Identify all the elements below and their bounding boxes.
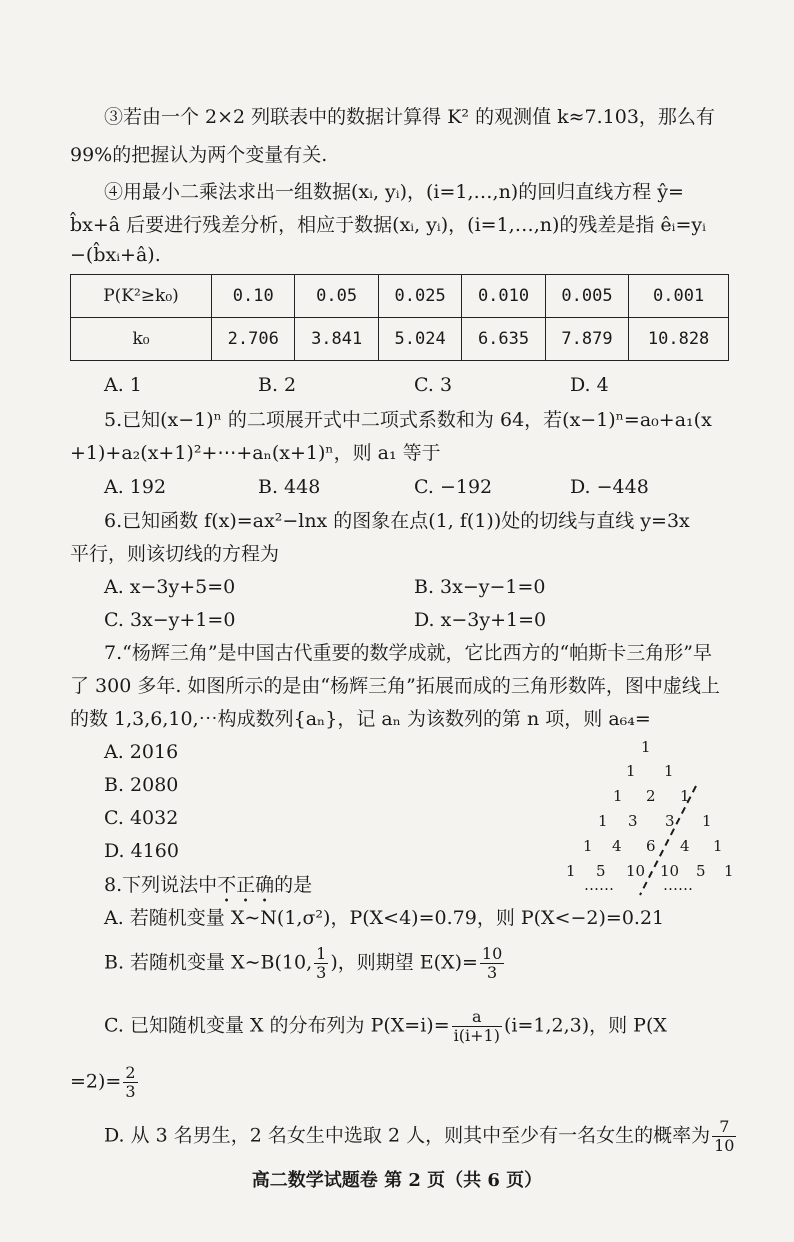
q6-line1: 6.已知函数 f(x)=ax²−lnx 的图象在点(1, f(1))处的切线与直线 y=3x xyxy=(104,510,690,532)
fraction-numerator: 2 xyxy=(125,1063,136,1082)
triangle-number: 1 xyxy=(664,762,674,780)
fraction-numerator: 1 xyxy=(316,944,327,963)
item3-line2: 99%的把握认为两个变量有关. xyxy=(70,144,328,166)
triangle-number: 1 xyxy=(702,812,712,830)
table-cell: 0.025 xyxy=(378,275,461,318)
q8-stem-prefix: 8.下列说法中 xyxy=(104,874,218,896)
fraction xyxy=(452,1008,502,1045)
option-d: D. −448 xyxy=(570,476,649,498)
triangle-number: 5 xyxy=(696,862,706,880)
triangle-number: 1 xyxy=(613,787,623,805)
triangle-number: 5 xyxy=(596,862,606,880)
fraction xyxy=(712,1118,736,1155)
q8-option-a: A. 若随机变量 X∼N(1,σ²)，P(X<4)=0.79，则 P(X<−2)=0.21 xyxy=(104,907,665,929)
table-cell: 0.001 xyxy=(629,275,729,318)
triangle-number: 1 xyxy=(566,862,576,880)
q8-stem-emphasis: 不正确 xyxy=(217,874,275,896)
fraction xyxy=(123,1064,137,1101)
q8-stem xyxy=(104,872,312,907)
page-footer: 高二数学试题卷 第 2 页（共 6 页） xyxy=(251,1170,543,1191)
triangle-number: 1 xyxy=(626,762,636,780)
table-cell: 0.10 xyxy=(212,275,295,318)
q5-line2: +1)+a₂(x+1)²+⋯+aₙ(x+1)ⁿ，则 a₁ 等于 xyxy=(70,442,441,464)
table-cell: 5.024 xyxy=(378,318,461,361)
option-d: D. 4 xyxy=(570,374,609,396)
option-b: B. 3x−y−1=0 xyxy=(414,576,546,598)
triangle-ellipsis: …… xyxy=(584,876,614,894)
table-header-k0: k₀ xyxy=(71,318,212,361)
q8-b-prefix: B. 若随机变量 X∼B(10, xyxy=(104,951,313,974)
fraction-numerator: 10 xyxy=(481,944,503,963)
option-c: C. −192 xyxy=(414,476,493,498)
triangle-number: 3 xyxy=(628,812,638,830)
fraction-denominator: 3 xyxy=(125,1082,136,1101)
fraction xyxy=(314,945,328,982)
fraction-denominator: 3 xyxy=(486,963,498,982)
table-cell: 7.879 xyxy=(545,318,628,361)
q8-option-c-line2 xyxy=(70,1064,140,1101)
triangle-number: 1 xyxy=(713,837,723,855)
table-header-probability: P(K²≥k₀) xyxy=(71,275,212,318)
option-d: D. 4160 xyxy=(104,840,179,862)
q8-option-d xyxy=(104,1118,738,1155)
q8-c-prefix: C. 已知随机变量 X 的分布列为 P(X=i)= xyxy=(104,1014,450,1037)
triangle-number: 1 xyxy=(598,812,608,830)
fraction-denominator: 10 xyxy=(714,1136,735,1155)
table-cell: 2.706 xyxy=(212,318,295,361)
q8-option-b xyxy=(104,945,506,982)
q8-option-c xyxy=(104,1008,667,1045)
item3-line1: ③若由一个 2×2 列联表中的数据计算得 K² 的观测值 k≈7.103，那么有 xyxy=(104,106,715,128)
item4-line3: −(b̂xᵢ+â). xyxy=(70,244,161,266)
option-b: B. 2 xyxy=(258,374,297,396)
triangle-number: 1 xyxy=(724,862,734,880)
q8-stem-suffix: 的是 xyxy=(274,874,313,896)
triangle-number: 3 xyxy=(665,812,675,830)
item4-line2: b̂x+â 后要进行残差分析，相应于数据(xᵢ, yᵢ)，(i=1,…,n)的残差是指 êᵢ=yᵢ xyxy=(70,214,706,236)
option-c: C. 3x−y+1=0 xyxy=(104,609,236,631)
q8-c-suffix: (i=1,2,3)，则 P(X xyxy=(503,1014,667,1037)
item4-line1: ④用最小二乘法求出一组数据(xᵢ, yᵢ)，(i=1,…,n)的回归直线方程 ŷ= xyxy=(104,181,684,203)
option-a: A. 2016 xyxy=(104,741,179,763)
table-cell: 6.635 xyxy=(462,318,545,361)
q5-line1: 5.已知(x−1)ⁿ 的二项展开式中二项式系数和为 64，若(x−1)ⁿ=a₀+a₁(x xyxy=(104,409,712,431)
triangle-number: 10 xyxy=(626,862,646,880)
triangle-number: 1 xyxy=(583,837,593,855)
q8-b-mid: )，则期望 E(X)= xyxy=(330,951,478,974)
q7-line3: 的数 1,3,6,10,⋯构成数列{aₙ}，记 aₙ 为该数列的第 n 项，则 a₆₄= xyxy=(70,708,651,730)
q8-c-line2-prefix: =2)= xyxy=(70,1070,122,1093)
option-b: B. 448 xyxy=(258,476,321,498)
triangle-number: 4 xyxy=(612,837,622,855)
option-b: B. 2080 xyxy=(104,774,179,796)
triangle-number: 1 xyxy=(680,787,690,805)
q6-line2: 平行，则该切线的方程为 xyxy=(70,543,280,565)
triangle-number: 1 xyxy=(641,738,651,756)
option-a: A. 1 xyxy=(104,374,142,396)
option-c: C. 4032 xyxy=(104,807,179,829)
triangle-number: 6 xyxy=(646,837,656,855)
q7-line2: 了 300 多年. 如图所示的是由“杨辉三角”拓展而成的三角形数阵，图中虚线上 xyxy=(70,675,720,697)
table-cell: 0.005 xyxy=(545,275,628,318)
triangle-number: 10 xyxy=(660,862,680,880)
fraction-numerator: a xyxy=(452,1008,502,1027)
option-d: D. x−3y+1=0 xyxy=(414,609,547,631)
option-c: C. 3 xyxy=(414,374,453,396)
triangle-number: 4 xyxy=(680,837,690,855)
option-a: A. x−3y+5=0 xyxy=(104,576,236,598)
option-a: A. 192 xyxy=(104,476,167,498)
table-cell: 0.05 xyxy=(295,275,378,318)
triangle-ellipsis: …… xyxy=(663,876,693,894)
fraction-denominator: i(i+1) xyxy=(453,1026,500,1045)
fraction-numerator: 7 xyxy=(712,1118,736,1137)
fraction-denominator: 3 xyxy=(316,963,327,982)
triangle-number: 2 xyxy=(646,787,656,805)
table-cell: 0.010 xyxy=(462,275,545,318)
fraction xyxy=(480,945,504,982)
q7-line1: 7.“杨辉三角”是中国古代重要的数学成就，它比西方的“帕斯卡三角形”早 xyxy=(104,642,712,664)
q8-d-prefix: D. 从 3 名男生，2 名女生中选取 2 人，则其中至少有一名女生的概率为 xyxy=(104,1124,711,1147)
table-cell: 3.841 xyxy=(295,318,378,361)
table-cell: 10.828 xyxy=(629,318,729,361)
